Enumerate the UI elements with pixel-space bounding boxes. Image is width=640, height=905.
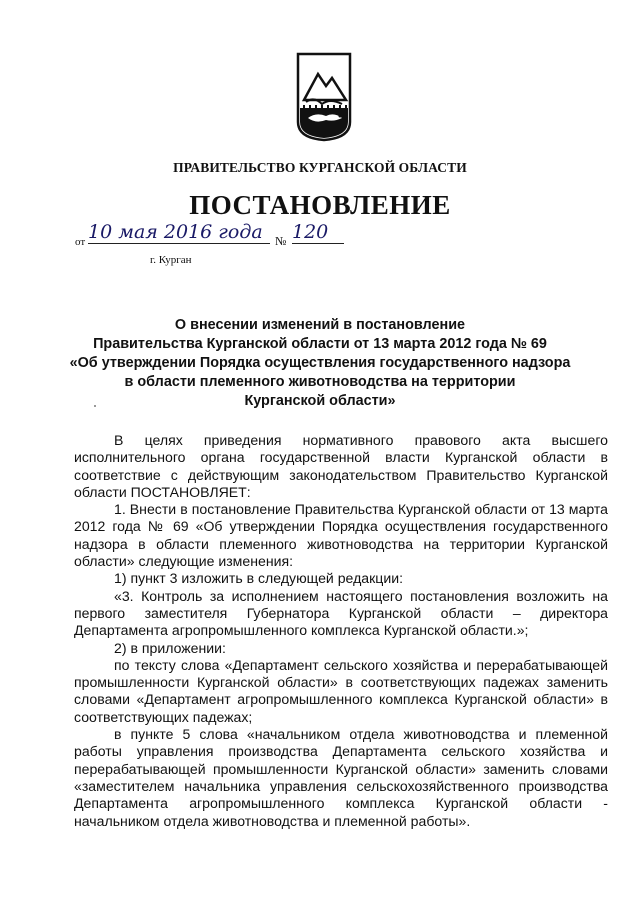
coat-of-arms-emblem bbox=[296, 52, 352, 142]
title-line: в области племенного животноводства на территории bbox=[124, 374, 516, 390]
title-line: Правительства Курганской области от 13 марта 2012 года № 69 bbox=[93, 336, 547, 352]
body-paragraph: по тексту слова «Департамент сельского хозяйства и перерабатывающей промышленности Курганской области» в соответствующих падежах заменить словами «Департамент агропромышленного комплекса Курганской области» в соответствующих падежах; bbox=[74, 656, 608, 725]
date-value: 10 мая 2016 года bbox=[88, 221, 270, 244]
body-paragraph: 1. Внести в постановление Правительства Курганской области от 13 марта 2012 года № 69 «Об утверждении Порядка осуществления государственного надзора в области племенного животноводства на территории Курганской области» следующие изменения: bbox=[74, 501, 608, 570]
number-prefix: № bbox=[275, 234, 287, 248]
title-line: Курганской области» bbox=[244, 393, 396, 409]
document-body bbox=[74, 432, 608, 830]
document-title bbox=[60, 316, 580, 411]
title-line: «Об утверждении Порядка осуществления государственного надзора bbox=[69, 355, 571, 371]
body-paragraph: «3. Контроль за исполнением настоящего постановления возложить на первого заместителя Губернатора Курганской области – директора Департамента агропромышленного комплекса Курганской области.»; bbox=[74, 587, 608, 639]
title-line: О внесении изменений в постановление bbox=[174, 317, 466, 333]
body-paragraph: в пункте 5 слова «начальником отдела животноводства и племенной работы управления производства Департамента сельского хозяйства и перерабатывающей промышленности Курганской области» заменить словами «заместителем начальника управления сельскохозяйственного производства Департамента агропромышленного комплекса Курганской области - начальником отдела животноводства и племенной работы». bbox=[74, 726, 608, 829]
document-type: ПОСТАНОВЛЕНИЕ bbox=[189, 190, 451, 220]
body-paragraph: 2) в приложении: bbox=[114, 639, 226, 656]
date-prefix: от bbox=[75, 236, 86, 248]
city-name: г. Курган bbox=[150, 254, 192, 266]
government-name: ПРАВИТЕЛЬСТВО КУРГАНСКОЙ ОБЛАСТИ bbox=[173, 160, 467, 175]
number-value: 120 bbox=[292, 221, 344, 244]
body-paragraph: 1) пункт 3 изложить в следующей редакции: bbox=[114, 570, 404, 587]
body-paragraph: В целях приведения нормативного правового акта высшего исполнительного органа государственной власти Курганской области в соответствие с действующим законодательством Правительство Курганской области ПОСТАНОВЛЯЕТ: bbox=[74, 432, 608, 500]
scan-speck bbox=[94, 405, 96, 407]
